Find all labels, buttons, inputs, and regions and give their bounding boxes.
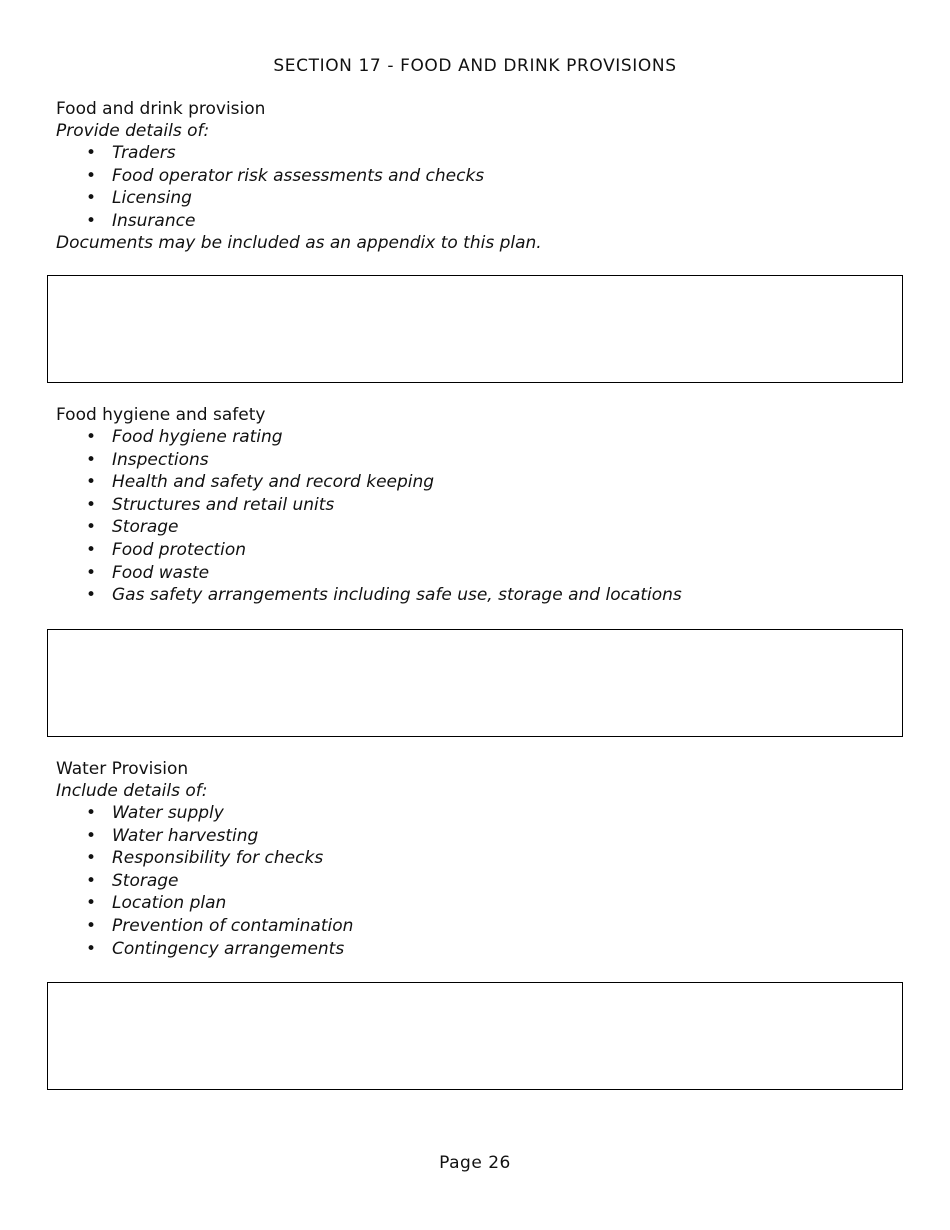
water-list: [56, 802, 906, 960]
water-intro: Include details of:: [56, 781, 208, 801]
list-item: • Food operator risk assessments and checks: [86, 165, 485, 186]
bullet-icon: •: [86, 848, 97, 869]
food-drink-note: Documents may be included as an appendix to this plan.: [56, 233, 542, 254]
hygiene-list: [56, 426, 906, 607]
bullet-icon: •: [86, 539, 97, 560]
list-item: • Health and safety and record keeping: [86, 472, 435, 493]
list-item: • Responsibility for checks: [86, 848, 324, 869]
bullet-icon: •: [86, 188, 97, 209]
hygiene-heading: Food hygiene and safety: [56, 405, 266, 425]
list-item: • Traders: [86, 143, 176, 163]
bullet-icon: •: [86, 449, 97, 470]
list-item: • Storage: [86, 517, 179, 538]
food-drink-intro: Provide details of:: [56, 121, 210, 141]
list-item: • Food hygiene rating: [86, 427, 283, 447]
list-item: • Licensing: [86, 188, 192, 209]
hygiene-section: [56, 404, 906, 607]
bullet-icon: •: [86, 427, 97, 447]
food-drink-section: [56, 98, 906, 254]
bullet-icon: •: [86, 562, 97, 583]
food-drink-answer-box[interactable]: [47, 275, 903, 383]
list-item: • Water supply: [86, 803, 224, 823]
page-number: Page 26: [439, 1153, 511, 1173]
food-drink-list: [56, 142, 906, 232]
water-answer-box[interactable]: [47, 982, 903, 1090]
bullet-icon: •: [86, 825, 97, 846]
list-item: • Food protection: [86, 539, 246, 560]
bullet-icon: •: [86, 494, 97, 515]
bullet-icon: •: [86, 165, 97, 186]
water-section: [56, 758, 906, 960]
bullet-icon: •: [86, 803, 97, 823]
list-item: • Prevention of contamination: [86, 915, 354, 936]
list-item: • Structures and retail units: [86, 494, 335, 515]
bullet-icon: •: [86, 210, 97, 231]
water-heading: Water Provision: [56, 759, 189, 779]
food-drink-heading: Food and drink provision: [56, 99, 266, 119]
section-title: SECTION 17 - FOOD AND DRINK PROVISIONS: [273, 56, 677, 76]
list-item: • Inspections: [86, 449, 209, 470]
bullet-icon: •: [86, 143, 97, 163]
bullet-icon: •: [86, 915, 97, 936]
bullet-icon: •: [86, 472, 97, 493]
bullet-icon: •: [86, 870, 97, 891]
list-item: • Contingency arrangements: [86, 938, 345, 959]
bullet-icon: •: [86, 517, 97, 538]
list-item: • Insurance: [86, 210, 196, 231]
list-item: • Water harvesting: [86, 825, 259, 846]
list-item: • Storage: [86, 870, 179, 891]
bullet-icon: •: [86, 938, 97, 959]
bullet-icon: •: [86, 585, 97, 606]
list-item: • Gas safety arrangements including safe use, storage and locations: [86, 585, 682, 606]
hygiene-answer-box[interactable]: [47, 629, 903, 737]
list-item: • Location plan: [86, 893, 227, 914]
list-item: • Food waste: [86, 562, 210, 583]
bullet-icon: •: [86, 893, 97, 914]
